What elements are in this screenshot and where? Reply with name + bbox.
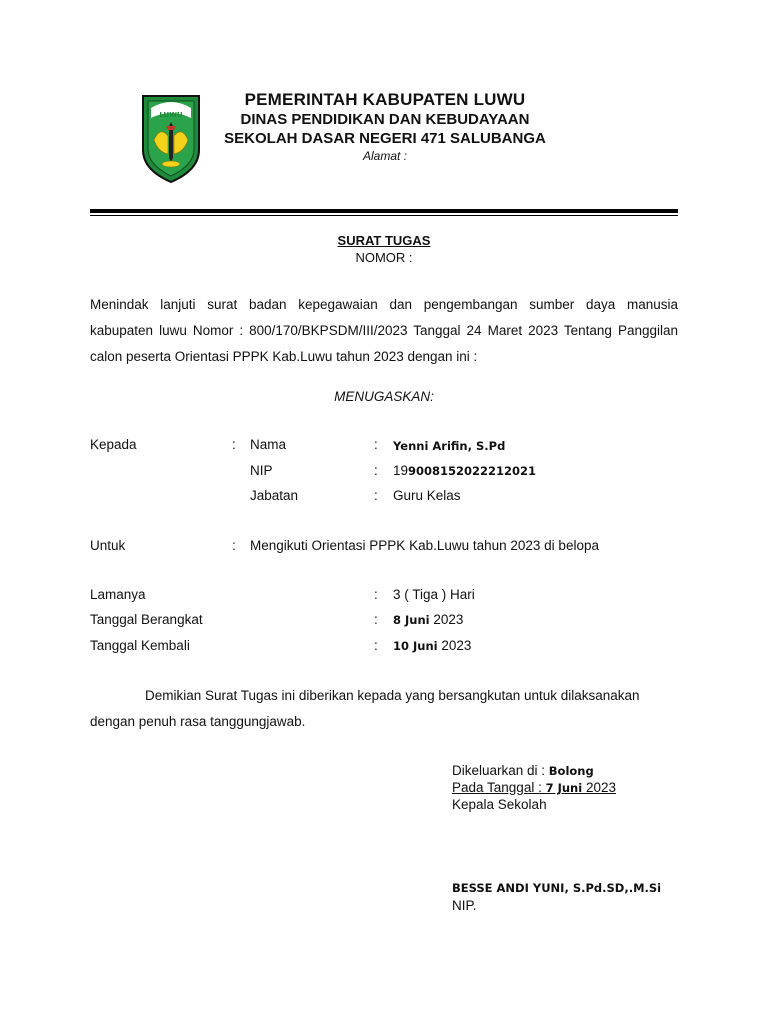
depart-year: 2023 <box>429 612 464 627</box>
depart-date <box>393 612 463 627</box>
duration-label: Lamanya <box>90 587 146 602</box>
name-label: Nama <box>250 437 287 452</box>
header-school: SEKOLAH DASAR NEGERI 471 SALUBANGA <box>224 130 546 147</box>
date-label: Pada Tanggal : <box>452 780 546 795</box>
purpose-value: Mengikuti Orientasi PPPK Kab.Luwu tahun 2023 di belopa <box>250 538 599 553</box>
colon: : <box>232 437 236 452</box>
issued-at <box>452 763 594 778</box>
return-year: 2023 <box>437 638 472 653</box>
colon: : <box>374 437 378 452</box>
intro-line: kabupaten luwu Nomor : 800/170/BKPSDM/III/2023 Tanggal 24 Maret 2023 Tentang Panggilan <box>90 323 678 338</box>
purpose-label: Untuk <box>90 538 126 553</box>
depart-day: 8 Juni <box>393 613 430 627</box>
nip-label: NIP <box>250 463 273 478</box>
signer-name: BESSE ANDI YUNI, S.Pd.SD,.M.Si <box>452 881 662 895</box>
return-day: 10 Juni <box>393 639 438 653</box>
header-address: Alamat : <box>362 149 407 163</box>
issued-place: Bolong <box>548 764 594 778</box>
logo-text: LUWU <box>159 111 183 119</box>
letter-number: NOMOR : <box>355 250 413 265</box>
position-label: Jabatan <box>250 488 299 503</box>
nip-value <box>393 463 536 478</box>
colon: : <box>232 538 236 553</box>
colon: : <box>374 612 378 627</box>
colon: : <box>374 488 378 503</box>
header-divider-thick <box>90 209 678 213</box>
nip-prefix: 19 <box>393 463 409 478</box>
intro-line: calon peserta Orientasi PPPK Kab.Luwu tahun 2023 dengan ini : <box>90 349 478 364</box>
colon: : <box>374 638 378 653</box>
colon: : <box>374 587 378 602</box>
intro-paragraph <box>90 292 678 370</box>
closing-line: Demikian Surat Tugas ini diberikan kepada yang bersangkutan untuk dilaksanakan <box>145 688 640 703</box>
header-divider-thin <box>90 215 678 216</box>
colon: : <box>374 463 378 478</box>
return-label: Tanggal Kembali <box>90 638 190 653</box>
closing-line: dengan penuh rasa tanggungjawab. <box>90 714 306 729</box>
letter-title: SURAT TUGAS <box>337 233 431 248</box>
return-date <box>393 638 471 653</box>
depart-label: Tanggal Berangkat <box>90 612 203 627</box>
position-value: Guru Kelas <box>393 488 461 503</box>
closing-paragraph <box>90 683 678 735</box>
instruction-heading: MENUGASKAN: <box>334 389 434 404</box>
luwu-regency-logo <box>140 92 202 184</box>
duration-value: 3 ( Tiga ) Hari <box>393 587 475 602</box>
recipient-label: Kepada <box>90 437 137 452</box>
date-year: 2023 <box>582 780 616 795</box>
date-day: 7 Juni <box>545 781 583 795</box>
header-department: DINAS PENDIDIKAN DAN KEBUDAYAAN <box>240 111 530 128</box>
signer-nip: NIP. <box>452 898 477 913</box>
issued-label: Dikeluarkan di : <box>452 763 549 778</box>
name-value: Yenni Arifin, S.Pd <box>393 439 506 453</box>
issued-date <box>452 780 616 795</box>
header-government: PEMERINTAH KABUPATEN LUWU <box>244 90 526 109</box>
nip-rest: 9008152022212021 <box>408 464 537 478</box>
signer-role: Kepala Sekolah <box>452 797 547 812</box>
intro-line: Menindak lanjuti surat badan kepegawaian dan pengembangan sumber daya manusia <box>90 297 678 312</box>
